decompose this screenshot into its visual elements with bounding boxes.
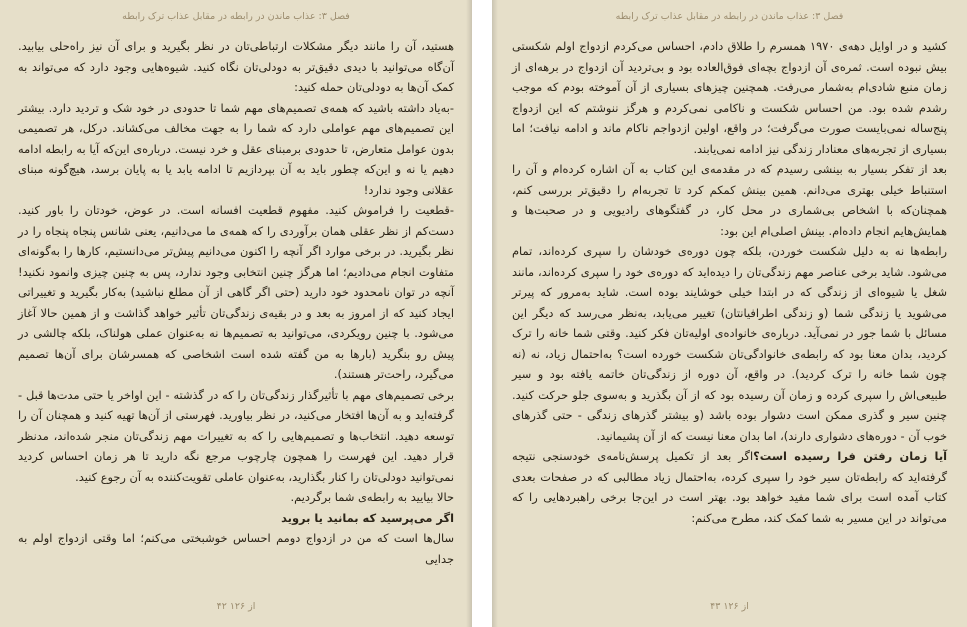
paragraph: رابطه‌ها نه به دلیل شکست خوردن، بلکه چون دوره‌ی خودشان را سپری کرده‌اند، تمام می‌شود. شاید برخی عناصر مهم زندگی‌تان را دیده‌اید که دوره‌ی خود را سپری کرده‌اند، مانند شغل یا شیوه‌ای از زندگی که در ابتدا خیلی خوشایند بوده است. شاید به‌مرور که پیرتر می‌شوید یا زندگی شما (و زندگی اطرافیانتان) تغییر می‌یابد، به‌نظر می‌رسد که دیگر این مسائل با شما جور در نمی‌آید. درباره‌ی خانواده‌ی اولیه‌تان فکر کنید. وقتی شما خانه را ترک کردید، بدان معنا بود که رابطه‌ی خانوادگی‌تان شکست خورده است؟ به‌احتمال زیاد، نه (نه چون شما خانه را ترک کردید). در واقع، آن دوره از زندگی‌تان خاتمه یافته بود و سیر طبیعی‌اش را سپری کرده و زمان آن رسیده بود که از آن بگذرید و به‌سوی جلو حرکت کنید. چنین سیر و گذری ممکن است دشوار بوده باشد (و بیشتر گذرهای زندگی - حتی گذرهای خوب آن - دوره‌های دشواری دارند)، اما بدان معنا نیست که از آن پشیمانید. xyxy=(512,244,947,443)
gutter-shadow xyxy=(466,0,472,627)
paragraph: برخی تصمیم‌های مهم با تأثیرگذار زندگی‌تان را که در گذشته - این اواخر یا حتی مدت‌ها قبل - گرفته‌اید و به آن‌ها افتخار می‌کنید، در نظر بیاورید. فهرستی از آن‌ها تهیه کنید و همچنان آن را توسعه دهید. انتخاب‌ها و تصمیم‌هایی را که به تغییرات مهم زندگی‌تان منجر شده‌اند، مدنظر قرار دهید. این فهرست را همچون چارچوب مرجع نگه دارید تا هر زمان احساس کردید نمی‌توانید دودلی‌تان را کنار بگذارید، به‌عنوان عاملی تقویت‌کننده به آن رجوع کنید. xyxy=(18,387,454,484)
paragraph: کشید و در اوایل دهه‌ی ۱۹۷۰ همسرم را طلاق دادم، احساس می‌کردم ازدواج اولم شکستی بیش نبوده است. ثمره‌ی آن ازدواج بچه‌ای فوق‌العاده بود و بی‌تردید آن ازدواج در برهه‌ای از زمان منبع شادی‌ام به‌شمار می‌رفت. همچنین چیزهای بسیاری از آن آموخته بودم که موجب رشدم شده بود. من احساس شکست و ناکامی نمی‌کردم و هرگز ننوشتم که این ازدواج پنج‌ساله نمی‌بایست صورت می‌گرفت؛ در واقع، اولین ازدواجم ناکام ماند و ادامه نیافت؛ اما بسیاری از تجربه‌های معنادار زندگی نیز ادامه نمی‌یابند. xyxy=(512,39,947,156)
paragraph: حالا بیایید به رابطه‌ی شما برگردیم. xyxy=(290,490,454,504)
left-page xyxy=(0,0,472,627)
right-page xyxy=(492,0,967,627)
paragraph-continuation: اگر بعد از تکمیل پرسش‌نامه‌ی خودسنجی نتیجه گرفته‌اید که رابطه‌تان سیر خود را سپری کرده، به‌احتمال زیاد مطالبی که در صفحات بعدی کتاب آمده است برای شما مفید خواهد بود. بهتر است در این‌جا برخی راهبردهایی را که می‌تواند در این مسیر به شما کمک کند، مطرح می‌کنم: xyxy=(512,449,947,525)
bold-question: آیا زمان رفتن فرا رسیده است؟ xyxy=(753,449,947,463)
paragraph: -قطعیت را فراموش کنید. مفهوم قطعیت افسانه است. در عوض، خودتان را باور کنید. دست‌کم از نظر عقلی همان برآوردی را که همه‌ی ما می‌دانیم، یعنی شانس پنجاه پنجاه را در نظر بگیرید. در برخی موارد اگر آنچه را اکنون می‌دانیم پیش‌تر می‌دانستیم، کارها را به‌گونه‌ای متفاوت انجام می‌دادیم؛ اما هرگز چنین انتخابی وجود ندارد، پس به چنین چیزی وانمود نکنید! آنچه در توان نامحدود خود دارید (حتی اگر گاهی از آن مطلع نباشید) به‌کار بگیرید و تغییراتی ایجاد کنید که از امروز به بعد و در بقیه‌ی زندگی‌تان تأثیر خواهد گذاشت و از همین حالا آغاز می‌شود. با چنین رویکردی، می‌توانید به تصمیم‌ها نه به‌عنوان عملی هولناک، بلکه چالشی در پیش رو بنگرید (بارها به من گفته شده است اشخاصی که همسرشان برای آن‌ها تصمیم می‌گیرد، راحت‌تر هستند). xyxy=(18,203,454,381)
page-number: ۴۳ از ۱۲۶ xyxy=(710,601,749,612)
page-body xyxy=(18,36,454,569)
running-header: فصل ۳: عذاب ماندن در رابطه در مقابل عذاب ترک رابطه xyxy=(615,11,844,22)
section-subheading: اگر می‌پرسید که بمانید یا بروید xyxy=(281,510,454,525)
paragraph xyxy=(512,446,947,528)
paragraph: بعد از تفکر بسیار به بینشی رسیدم که در مقدمه‌ی این کتاب به آن اشاره کرده‌ام و آن را استنباط خیلی بهتری می‌دانم. همین بینش کمکم کرد تا تجربه‌ام را دقیق‌تر بررسی کنم، همچنان‌که با اشخاص بی‌شماری در محل کار، در گفتگوهای رادیویی و در صحبت‌ها و همایش‌هایم انجام داده‌ام. بینش اصلی‌ام این بود: xyxy=(512,162,947,238)
paragraph: -به‌یاد داشته باشید که همه‌ی تصمیم‌های مهم شما تا حدودی در خود شک و تردید دارد. بیشتر این تصمیم‌های مهم عواملی دارد که شما را به جهت مخالف می‌کشاند. درکل، هر تصمیمی بدون عوامل متعارض، تا حدودی برمبنای عقل و خرد نیست. درباره‌ی این‌که آیا به رابطه ادامه دهیم یا نه و این‌که چطور باید به آن بپردازیم تا ادامه یابد یا به پایان برسد، هیچ‌گونه مبنای عقلانی وجود ندارد! xyxy=(18,100,454,197)
paragraph: هستید، آن را مانند دیگر مشکلات ارتباطی‌تان در نظر بگیرید و برای آن نیز راه‌حلی بیابید. آن‌گاه می‌توانید با دیدی دقیق‌تر به دودلی‌تان نگاه کنید. شیوه‌هایی وجود دارد که می‌تواند به کمک آن‌ها به دودلی‌تان حمله کنید: xyxy=(18,39,454,94)
page-body xyxy=(512,36,947,528)
paragraph: سال‌ها است که من در ازدواج دومم احساس خوشبختی می‌کنم؛ اما وقتی ازدواج اولم به جدایی xyxy=(18,531,454,566)
page-number: ۴۲ از ۱۲۶ xyxy=(216,601,256,612)
gutter-shadow xyxy=(492,0,498,627)
running-header: فصل ۳: عذاب ماندن در رابطه در مقابل عذاب ترک رابطه xyxy=(122,11,350,22)
